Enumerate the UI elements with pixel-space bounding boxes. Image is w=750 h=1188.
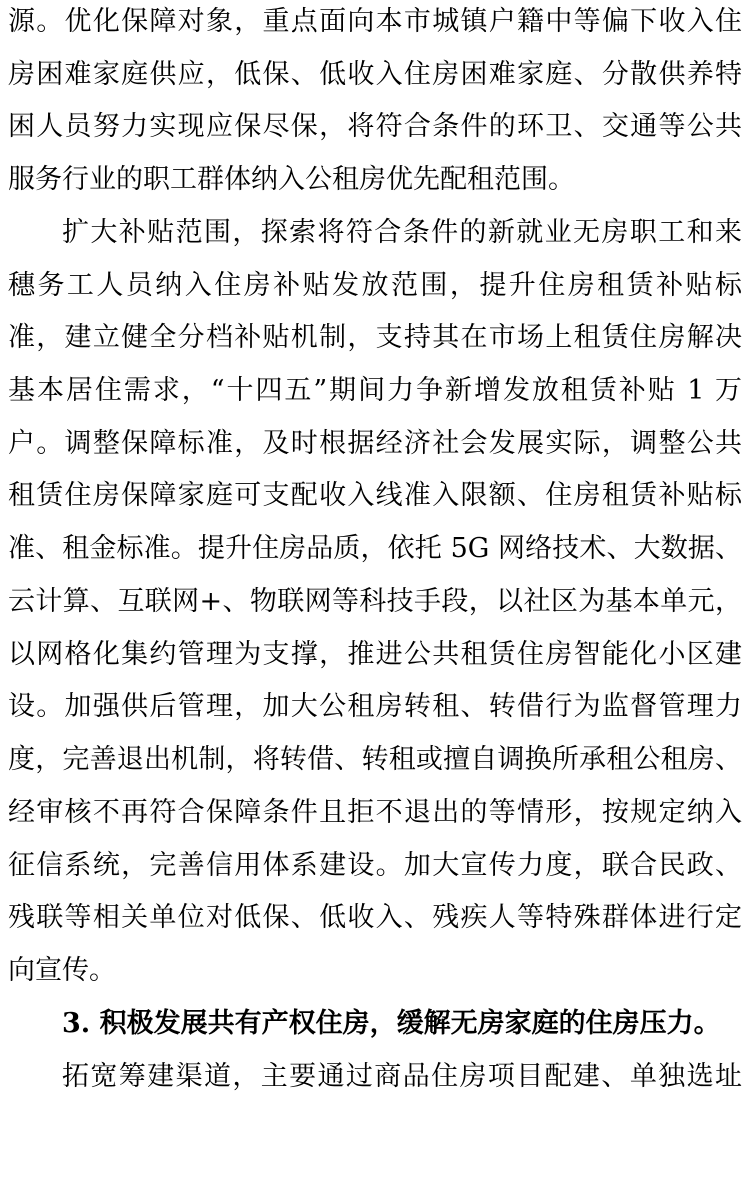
text-line: 度，完善退出机制，将转借、转租或擅自调换所承租公租房、 xyxy=(8,744,742,775)
text-line: 经审核不再符合保障条件且拒不退出的等情形，按规定纳入 xyxy=(8,797,742,828)
text-line: 租赁住房保障家庭可支配收入线准入限额、住房租赁补贴标 xyxy=(8,480,742,511)
text-line: 准、租金标准。提升住房品质，依托 5G 网络技术、大数据、 xyxy=(8,533,742,564)
text-line: 征信系统，完善信用体系建设。加大宣传力度，联合民政、 xyxy=(8,850,742,881)
text-line: 服务行业的职工群体纳入公租房优先配租范围。 xyxy=(8,164,575,195)
text-line: 设。加强供后管理，加大公租房转租、转借行为监督管理力 xyxy=(8,691,742,722)
text-line: 以网格化集约管理为支撑，推进公共租赁住房智能化小区建 xyxy=(8,639,742,670)
text-line: 准，建立健全分档补贴机制，支持其在市场上租赁住房解决 xyxy=(8,322,742,353)
text-line: 源。优化保障对象，重点面向本市城镇户籍中等偏下收入住 xyxy=(8,6,742,37)
text-line: 困人员努力实现应保尽保，将符合条件的环卫、交通等公共 xyxy=(8,111,742,142)
text-line: 云计算、互联网+、物联网等科技手段，以社区为基本单元， xyxy=(8,586,742,617)
text-line: 房困难家庭供应，低保、低收入住房困难家庭、分散供养特 xyxy=(8,59,742,90)
section-heading: 3. 积极发展共有产权住房，缓解无房家庭的住房压力。 xyxy=(62,1008,721,1039)
text-line: 向宣传。 xyxy=(8,955,116,986)
paragraph-first-line: 扩大补贴范围，探索将符合条件的新就业无房职工和来 xyxy=(62,217,742,248)
text-line: 残联等相关单位对低保、低收入、残疾人等特殊群体进行定 xyxy=(8,902,742,933)
text-line: 基本居住需求，“十四五”期间力争新增发放租赁补贴 1 万 xyxy=(8,375,742,406)
paragraph-first-line: 拓宽筹建渠道，主要通过商品住房项目配建、单独选址 xyxy=(62,1061,742,1092)
text-line: 户。调整保障标准，及时根据经济社会发展实际，调整公共 xyxy=(8,428,742,459)
text-line: 穗务工人员纳入住房补贴发放范围，提升住房租赁补贴标 xyxy=(8,270,742,301)
